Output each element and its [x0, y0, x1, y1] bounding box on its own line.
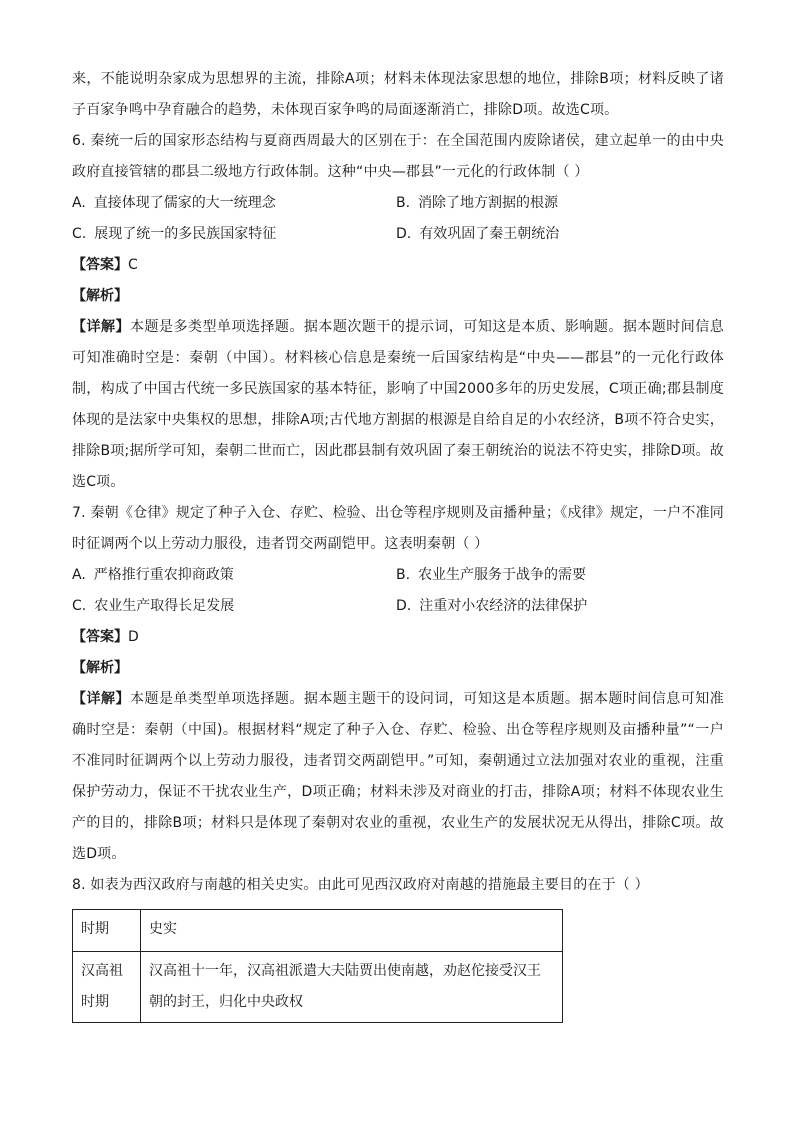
answer-tag: 【答案】	[72, 257, 128, 273]
analysis-line	[72, 281, 724, 312]
analysis-tag: 【解析】	[72, 660, 128, 676]
question-6	[72, 126, 724, 498]
analysis-line	[72, 653, 724, 684]
option-text: 直接体现了儒家的大一统理念	[93, 195, 276, 211]
option-c	[72, 219, 396, 250]
option-label: C.	[72, 226, 87, 242]
answer-tag: 【答案】	[72, 629, 128, 645]
option-text: 有效巩固了秦王朝统治	[419, 226, 560, 242]
question-8-stem: 8. 如表为西汉政府与南越的相关史实。由此可见西汉政府对南越的措施最主要目的在于（ ）	[72, 877, 649, 893]
option-text: 展现了统一的多民族国家特征	[94, 226, 277, 242]
table-cell-fact: 汉高祖十一年，汉高祖派遣大夫陆贾出使南越，劝赵佗接受汉王朝的封王，归化中央政权	[141, 952, 563, 1023]
detail-tag: 【详解】	[72, 319, 130, 335]
option-b	[396, 560, 720, 591]
table-header-row	[73, 910, 563, 952]
intro-paragraph: 来，不能说明杂家成为思想界的主流，排除A项；材料未体现法家思想的地位，排除B项；材料反映了诸子百家争鸣中孕育融合的趋势，未体现百家争鸣的局面逐渐消亡，排除D项。故选C项。	[72, 71, 724, 118]
answer-value: C	[128, 257, 138, 273]
option-text: 农业生产服务于战争的需要	[418, 567, 587, 583]
option-d	[396, 591, 720, 622]
answer-value: D	[128, 629, 139, 645]
option-text: 消除了地方割据的根源	[418, 195, 559, 211]
option-label: A.	[72, 567, 86, 583]
option-text: 注重对小农经济的法律保护	[419, 598, 588, 614]
option-a	[72, 560, 396, 591]
option-label: C.	[72, 598, 87, 614]
question-6-options	[72, 188, 724, 250]
option-label: B.	[396, 567, 411, 583]
question-7-stem: 7. 秦朝《仓律》规定了种子入仓、存贮、检验、出仓等程序规则及亩播种量；《戍律》规定，一户不准同时征调两个以上劳动力服役，违者罚交两副铠甲。这表明秦朝（ ）	[72, 505, 724, 552]
option-text: 严格推行重农抑商政策	[93, 567, 234, 583]
option-b	[396, 188, 720, 219]
detail-text: 本题是多类型单项选择题。据本题次题干的提示词，可知这是本质、影响题。据本题时间信息可知准确时空是：秦朝（中国）。材料核心信息是秦统一后国家结构是“中央——郡县”的一元化行政体制，构成了中国古代统一多民族国家的基本特征，影响了中国2000多年的历史发展，C项正确;郡县制度体现的是法家中央集权的思想，排除A项;古代地方割据的根源是自给自足的小农经济，B项不符合史实，排除B项;据所学可知，秦朝二世而亡，因此郡县制有效巩固了秦王朝统治的说法不符史实，排除D项。故选C项。	[72, 319, 724, 490]
option-text: 农业生产取得长足发展	[94, 598, 235, 614]
table-header-period: 时期	[73, 910, 141, 952]
answer-line	[72, 622, 724, 653]
option-label: D.	[396, 226, 412, 242]
question-6-stem: 6. 秦统一后的国家形态结构与夏商西周最大的区别在于：在全国范围内废除诸侯，建立起单一的由中央政府直接管辖的郡县二级地方行政体制。这种“中央—郡县”一元化的行政体制（ ）	[72, 133, 724, 180]
detail-tag: 【详解】	[72, 691, 130, 707]
question-8	[72, 870, 724, 1023]
option-label: D.	[396, 598, 412, 614]
table-cell-period: 汉高祖时期	[73, 952, 141, 1023]
detail-paragraph	[72, 312, 724, 498]
detail-paragraph	[72, 684, 724, 870]
option-label: B.	[396, 195, 411, 211]
question-7	[72, 498, 724, 870]
table-header-fact: 史实	[141, 910, 563, 952]
option-c	[72, 591, 396, 622]
question-7-options	[72, 560, 724, 622]
option-a	[72, 188, 396, 219]
detail-text: 本题是单类型单项选择题。据本题主题干的设问词，可知这是本质题。据本题时间信息可知准确时空是：秦朝（中国)。根据材料“规定了种子入仓、存贮、检验、出仓等程序规则及亩播种量”“一户不准同时征调两个以上劳动力服役，违者罚交两副铠甲。”可知，秦朝通过立法加强对农业的重视，注重保护劳动力，保证不干扰农业生产，D项正确；材料未涉及对商业的打击，排除A项；材料不体现农业生产的目的，排除B项；材料只是体现了秦朝对农业的重视，农业生产的发展状况无从得出，排除C项。故选D项。	[72, 691, 724, 862]
option-d	[396, 219, 720, 250]
table-row	[73, 952, 563, 1023]
answer-line	[72, 250, 724, 281]
document-page	[72, 64, 724, 1023]
history-table	[72, 909, 563, 1023]
analysis-tag: 【解析】	[72, 288, 128, 304]
option-label: A.	[72, 195, 86, 211]
